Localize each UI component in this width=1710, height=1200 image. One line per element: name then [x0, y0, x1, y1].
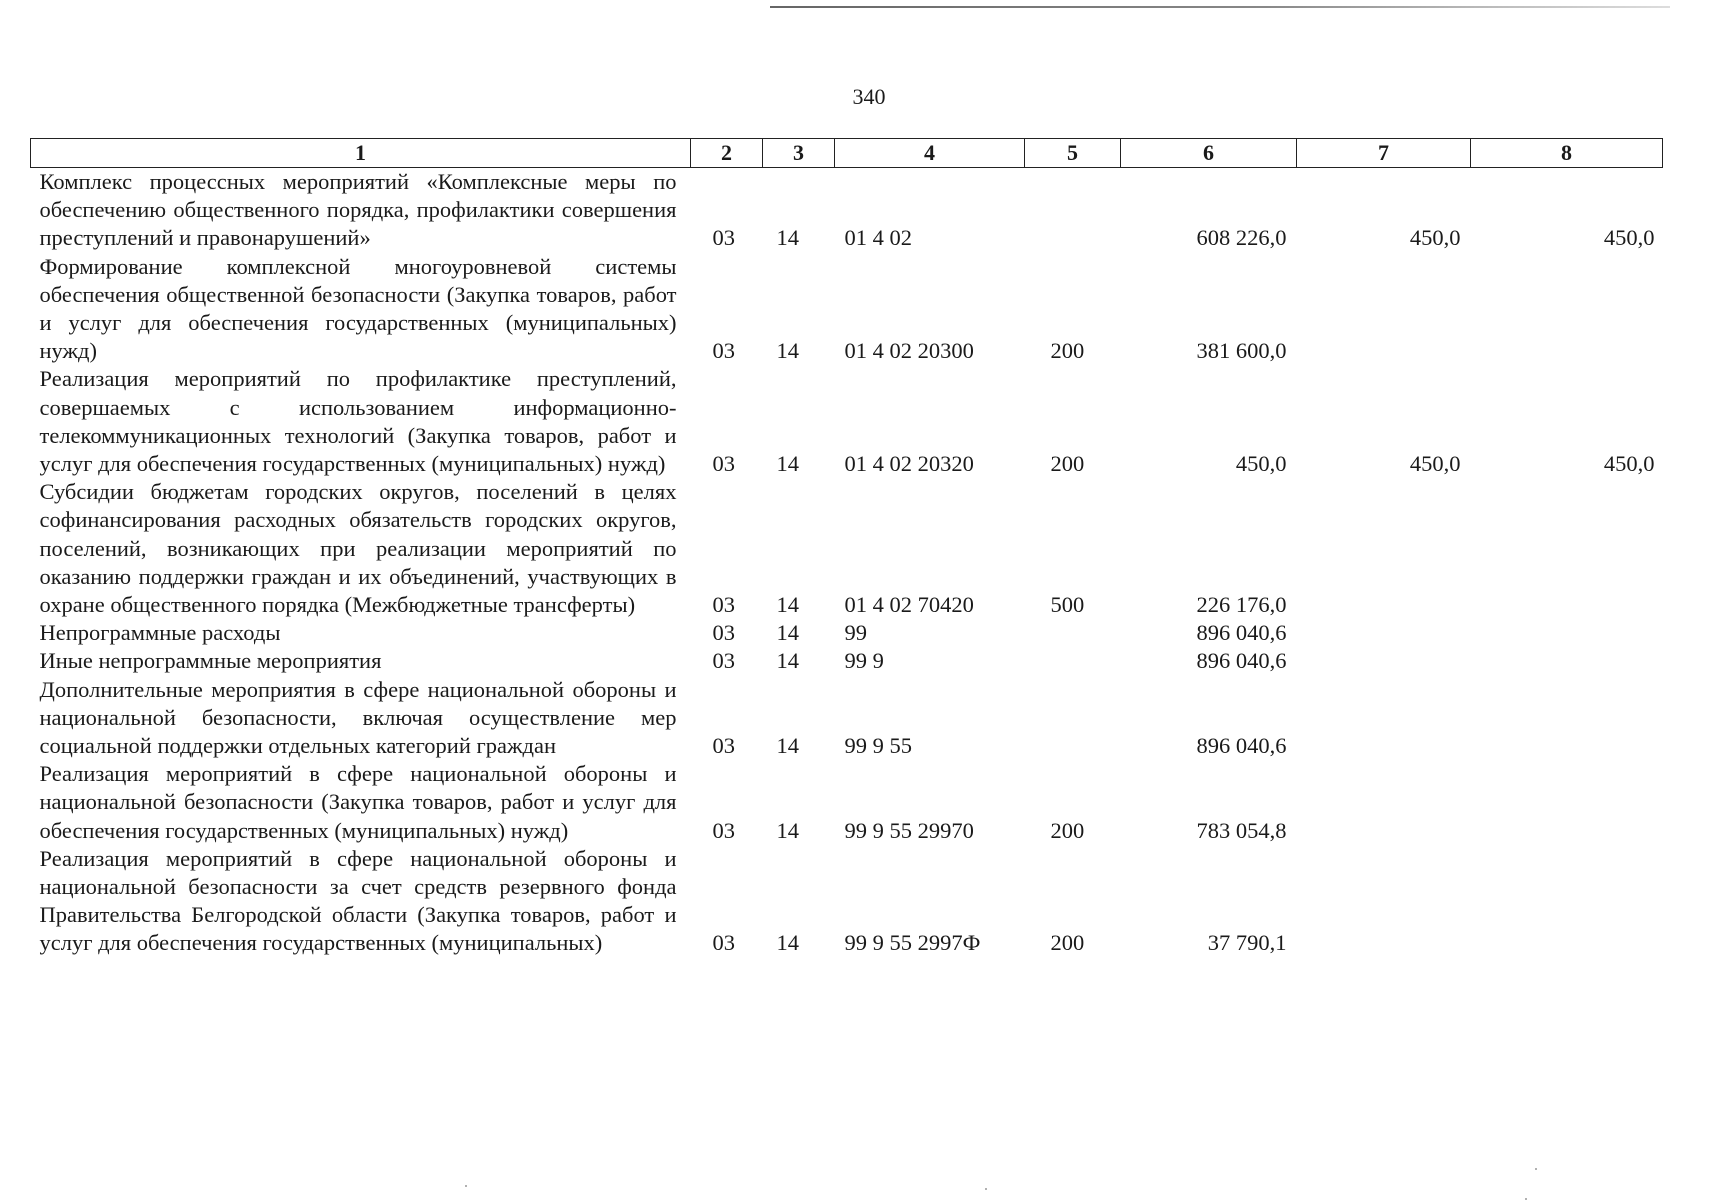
row-amount-col8 — [1471, 619, 1663, 647]
header-col-7: 7 — [1297, 139, 1471, 168]
scan-edge-line — [770, 6, 1670, 8]
row-name: Непрограммные расходы — [39, 620, 281, 646]
row-subsection: 14 — [776, 930, 799, 956]
header-col-1: 1 — [31, 139, 691, 168]
row-expense-type — [1025, 647, 1121, 675]
row-amount-col7 — [1297, 619, 1471, 647]
row-subsection: 14 — [776, 592, 799, 618]
row-amount-col6: 896 040,6 — [1196, 648, 1287, 674]
header-col-8: 8 — [1471, 139, 1663, 168]
row-amount-col7 — [1297, 647, 1471, 675]
table-body — [31, 168, 1663, 958]
row-amount-col8 — [1471, 647, 1663, 675]
row-expense-type: 200 — [1050, 338, 1085, 364]
header-col-5: 5 — [1025, 139, 1121, 168]
header-col-4: 4 — [835, 139, 1025, 168]
row-subsection: 14 — [776, 817, 799, 843]
row-amount-col6: 381 600,0 — [1196, 338, 1287, 364]
row-subsection: 14 — [776, 733, 799, 759]
row-amount-col6: 37 790,1 — [1207, 930, 1287, 956]
page-number: 340 — [852, 84, 886, 109]
row-amount-col6: 783 054,8 — [1196, 817, 1287, 843]
row-expense-type: 200 — [1050, 817, 1085, 843]
row-target-article: 99 9 55 29970 — [844, 817, 974, 843]
row-subsection: 14 — [776, 648, 799, 674]
table-header — [31, 139, 1663, 168]
budget-table — [30, 138, 1663, 958]
row-amount-col8: 450,0 — [1603, 451, 1655, 477]
row-expense-type: 500 — [1050, 592, 1085, 618]
row-amount-col7 — [1297, 253, 1471, 366]
row-name: Реализация мероприятий в сфере национальной обороны и национальной безопасности за счет средств резервного фонда Правительства Белгородской области (Закупка товаров, работ и услуг для обеспечения государственных (муниципальных) — [39, 845, 677, 956]
row-section: 03 — [712, 733, 735, 759]
row-target-article: 99 — [844, 620, 867, 646]
row-target-article: 99 9 55 2997Ф — [844, 930, 981, 956]
row-name: Реализация мероприятий в сфере национальной обороны и национальной безопасности (Закупка товаров, работ и услуг для обеспечения государственных (муниципальных) нужд) — [39, 761, 677, 843]
row-name: Иные непрограммные мероприятия — [39, 648, 382, 674]
table-row — [31, 253, 1663, 366]
header-col-6: 6 — [1121, 139, 1297, 168]
header-col-3: 3 — [763, 139, 835, 168]
row-amount-col6: 450,0 — [1235, 451, 1287, 477]
row-amount-col6: 896 040,6 — [1196, 620, 1287, 646]
row-subsection: 14 — [776, 620, 799, 646]
row-target-article: 01 4 02 — [844, 225, 912, 251]
row-amount-col8 — [1471, 253, 1663, 366]
table-row — [31, 619, 1663, 647]
row-amount-col7 — [1297, 845, 1471, 958]
scan-speck — [465, 1185, 467, 1187]
row-amount-col6: 226 176,0 — [1196, 592, 1287, 618]
row-section: 03 — [712, 451, 735, 477]
row-expense-type — [1025, 676, 1121, 761]
row-subsection: 14 — [776, 338, 799, 364]
table-row — [31, 168, 1663, 253]
row-subsection: 14 — [776, 451, 799, 477]
row-section: 03 — [712, 648, 735, 674]
row-amount-col6: 896 040,6 — [1196, 733, 1287, 759]
row-target-article: 99 9 55 — [844, 733, 912, 759]
table-row — [31, 478, 1663, 619]
row-name: Реализация мероприятий по профилактике преступлений, совершаемых с использованием информационно-телекоммуникационных технологий (Закупка товаров, работ и услуг для обеспечения государственных (муниципальных) нужд) — [39, 366, 677, 477]
row-target-article: 99 9 — [844, 648, 884, 674]
row-target-article: 01 4 02 20300 — [844, 338, 974, 364]
row-amount-col7: 450,0 — [1409, 451, 1461, 477]
row-expense-type — [1025, 168, 1121, 253]
row-amount-col8 — [1471, 676, 1663, 761]
row-section: 03 — [712, 592, 735, 618]
row-name: Дополнительные мероприятия в сфере национальной обороны и национальной безопасности, включая осуществление мер социальной поддержки отдельных категорий граждан — [39, 676, 677, 759]
table-row — [31, 365, 1663, 478]
row-name: Комплекс процессных мероприятий «Комплексные меры по обеспечению общественного порядка, профилактики совершения преступлений и правонарушений» — [39, 169, 677, 251]
row-amount-col8 — [1471, 760, 1663, 845]
row-section: 03 — [712, 338, 735, 364]
row-section: 03 — [712, 817, 735, 843]
header-col-2: 2 — [691, 139, 763, 168]
row-amount-col8 — [1471, 478, 1663, 619]
table-row — [31, 845, 1663, 958]
scan-speck — [985, 1188, 987, 1190]
row-target-article: 01 4 02 70420 — [844, 592, 974, 618]
header-row — [31, 139, 1663, 168]
table-row — [31, 760, 1663, 845]
row-expense-type — [1025, 619, 1121, 647]
row-section: 03 — [712, 930, 735, 956]
row-name: Субсидии бюджетам городских округов, поселений в целях софинансирования расходных обязательств городских округов, поселений, возникающих при реализации мероприятий по оказанию поддержки граждан и их объединений, участвующих в охране общественного порядка (Межбюджетные трансферты) — [39, 479, 677, 618]
table-row — [31, 676, 1663, 761]
row-expense-type: 200 — [1050, 451, 1085, 477]
row-target-article: 01 4 02 20320 — [844, 451, 974, 477]
row-name: Формирование комплексной многоуровневой системы обеспечения общественной безопасности (Закупка товаров, работ и услуг для обеспечения государственных (муниципальных) нужд) — [39, 253, 677, 364]
row-section: 03 — [712, 620, 735, 646]
row-section: 03 — [712, 225, 735, 251]
row-amount-col8: 450,0 — [1603, 225, 1655, 251]
row-expense-type: 200 — [1050, 930, 1085, 956]
row-amount-col7 — [1297, 676, 1471, 761]
row-subsection: 14 — [776, 225, 799, 251]
row-amount-col7 — [1297, 760, 1471, 845]
row-amount-col7 — [1297, 478, 1471, 619]
table-row — [31, 647, 1663, 675]
row-amount-col8 — [1471, 845, 1663, 958]
row-amount-col7: 450,0 — [1409, 225, 1461, 251]
row-amount-col6: 608 226,0 — [1196, 225, 1287, 251]
scan-speck — [1535, 1168, 1537, 1170]
